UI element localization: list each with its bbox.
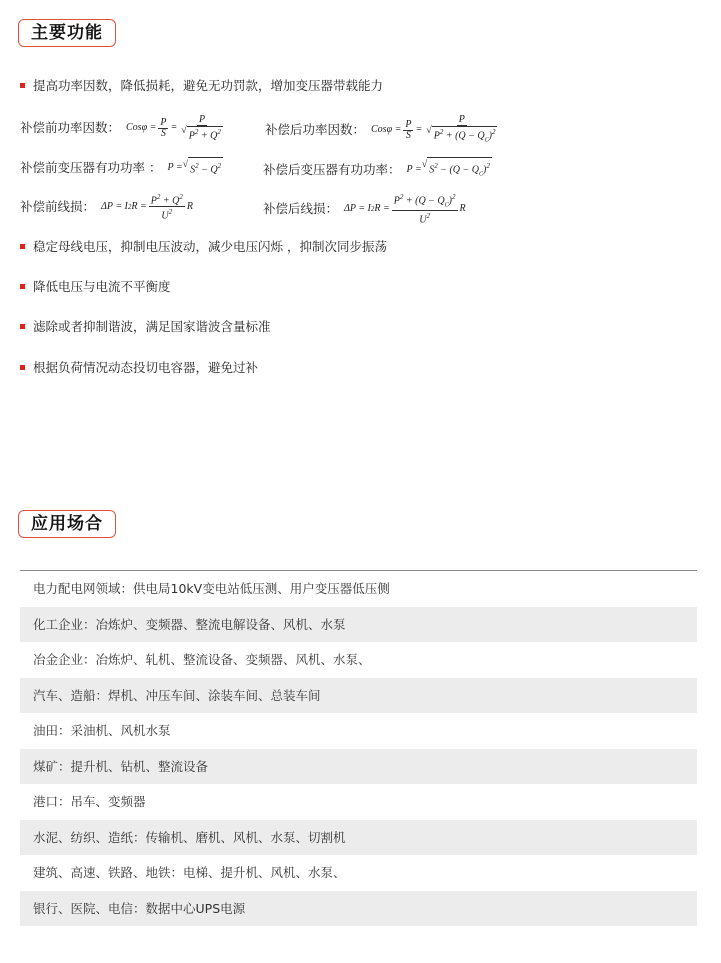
bullet-marker — [20, 83, 25, 88]
feature-text: 滤除或者抑制谐波，满足国家谐波含量标准 — [33, 319, 271, 334]
table-row: 冶金企业：冶炼炉、轧机、整流设备、变频器、风机、水泵、 — [33, 652, 371, 667]
table-row: 油田：采油机、风机水泵 — [33, 723, 171, 738]
table-row: 水泥、纺织、造纸：传输机、磨机、风机、水泵、切割机 — [20, 820, 697, 856]
formula-label: 补偿后功率因数： — [265, 122, 366, 138]
table-row: 电力配电网领域：供电局10kV变电站低压测、用户变压器低压侧 — [33, 581, 390, 596]
power-after-formula — [263, 157, 492, 182]
feature-text: 根据负荷情况动态投切电容器，避免过补 — [33, 360, 259, 375]
formula-expression: ΔP = I 2 R = $\frac{P^2 + (Q - Q_C)^2}{U^2}$ R — [344, 193, 466, 226]
bullet-marker — [20, 244, 25, 249]
applications-section-title: 应用场合 — [18, 510, 116, 538]
formula-label: 补偿前线损： — [20, 198, 96, 214]
applications-table — [20, 570, 697, 926]
table-row: 港口：吊车、变频器 — [33, 794, 146, 809]
formula-expression: ΔP = I 2 R = $\frac{P^2 + Q^2}{U^2}$ R — [101, 193, 193, 222]
formula-label: 补偿前变压器有功功率 ： — [20, 159, 162, 175]
table-row: 煤矿：提升机、钻机、整流设备 — [20, 749, 697, 785]
feature-text: 稳定母线电压，抑制电压波动，减少电压闪烁 ，抑制次同步振荡 — [33, 239, 387, 254]
table-row: 银行、医院、电信：数据中心UPS电源 — [20, 891, 697, 927]
power-before-formula — [20, 157, 223, 178]
table-row: 建筑、高速、铁路、地铁：电梯、提升机、风机、水泵、 — [33, 865, 346, 880]
feature-bullet-4 — [20, 319, 271, 335]
formula-expression: Cosφ = $\frac{P}{S}$ = P √ $P^2 + Q^2$ — [126, 114, 221, 142]
loss-after-formula — [263, 192, 466, 226]
feature-text: 降低电压与电流不平衡度 — [33, 279, 171, 294]
formula-label: 补偿前功率因数： — [20, 120, 121, 136]
formula-expression: P = √ $S^2 - Q^2$ — [167, 157, 223, 178]
formula-expression: P = √ $S^2 - (Q - Q_C)^2$ — [407, 157, 492, 182]
formula-expression: Cosφ = $\frac{P}{S}$ = P √ $P^2 + (Q - Q_C)^2$ — [371, 114, 496, 144]
formula-label: 补偿后线损： — [263, 200, 339, 216]
features-section-title: 主要功能 — [18, 19, 116, 47]
bullet-marker — [20, 324, 25, 329]
feature-text: 提高功率因数，降低损耗，避免无功罚款，增加变压器带载能力 — [33, 78, 384, 93]
feature-bullet-1 — [20, 78, 383, 94]
feature-bullet-3 — [20, 279, 171, 295]
bullet-marker — [20, 284, 25, 289]
loss-before-formula — [20, 192, 193, 222]
feature-bullet-5 — [20, 360, 258, 376]
table-row: 汽车、造船：焊机、冲压车间、涂装车间、总装车间 — [20, 678, 697, 714]
formula-label: 补偿后变压器有功功率： — [263, 161, 401, 177]
feature-bullet-2 — [20, 239, 387, 255]
table-row: 化工企业：冶炼炉、变频器、整流电解设备、风机、水泵 — [20, 607, 697, 643]
pf-after-formula — [265, 115, 501, 145]
pf-before-formula — [20, 115, 227, 141]
bullet-marker — [20, 365, 25, 370]
